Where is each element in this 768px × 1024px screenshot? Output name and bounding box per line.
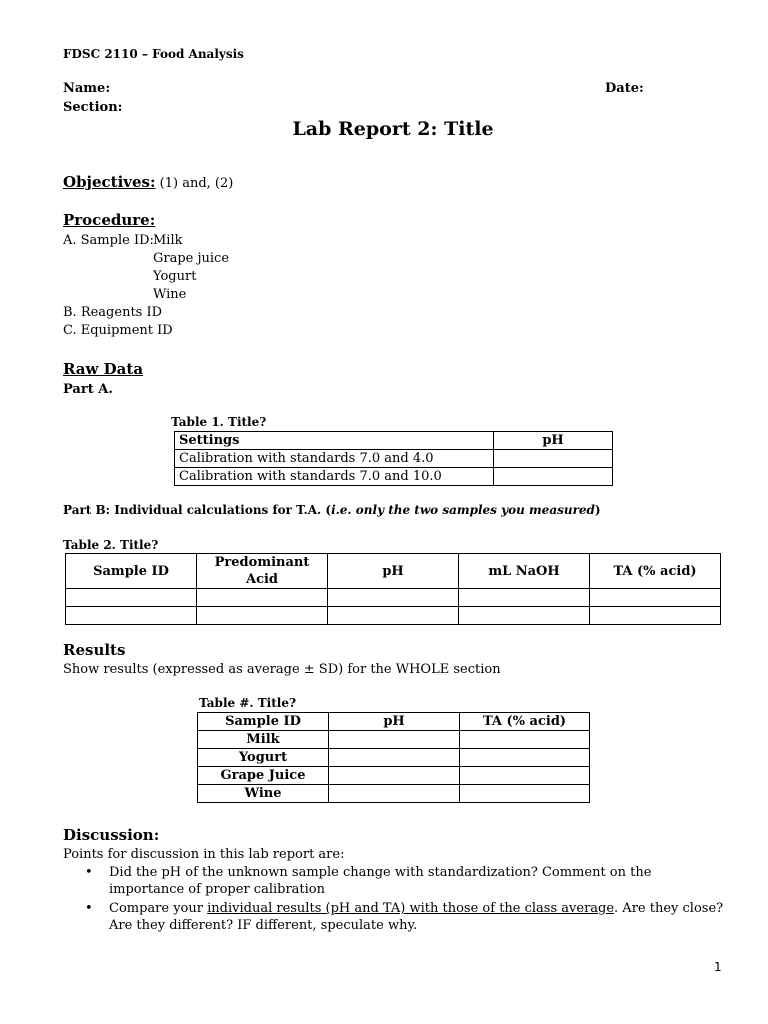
table1 <box>174 431 613 486</box>
course-title: FDSC 2110 – Food Analysis <box>63 47 244 61</box>
table-cell <box>494 450 613 468</box>
table-row <box>66 607 721 625</box>
raw-data-heading: Raw Data <box>63 360 144 378</box>
table-cell <box>197 607 328 625</box>
part-b-label <box>63 503 601 517</box>
table-cell <box>590 589 721 607</box>
table-cell <box>329 767 460 785</box>
objectives-heading: Objectives: <box>63 173 156 191</box>
table-header-cell: mL NaOH <box>459 554 590 589</box>
part-b-suffix: ) <box>594 503 601 517</box>
table-cell <box>66 607 197 625</box>
procedure-heading: Procedure: <box>63 211 156 229</box>
discussion-point-1: Did the pH of the unknown sample change with standardization? Comment on the importance of proper calibration <box>109 865 652 897</box>
table-cell <box>66 589 197 607</box>
table-header-cell: Sample ID <box>66 554 197 589</box>
table-header-cell: TA (% acid) <box>460 713 590 731</box>
table-row <box>198 785 590 803</box>
table-header-cell: Settings <box>175 432 494 450</box>
table-cell <box>197 589 328 607</box>
page-number: 1 <box>714 960 722 974</box>
sample-wine: Wine <box>153 287 187 302</box>
part-b-emphasis: i.e. only the two samples you measured <box>331 503 595 517</box>
table-cell: Calibration with standards 7.0 and 4.0 <box>175 450 494 468</box>
bullet-icon: • <box>85 865 93 880</box>
list-item <box>85 900 725 934</box>
table-cell: Yogurt <box>198 749 329 767</box>
table-cell <box>460 749 590 767</box>
part-b-prefix: Part B: Individual calculations for T.A. ( <box>63 503 332 517</box>
discussion-intro: Points for discussion in this lab report are: <box>63 847 345 862</box>
discussion-heading: Discussion: <box>63 826 160 844</box>
reagents-id: B. Reagents ID <box>63 305 163 320</box>
table-cell: Calibration with standards 7.0 and 10.0 <box>175 468 494 486</box>
table-header-row <box>198 713 590 731</box>
objectives-line <box>63 172 233 191</box>
bullet-icon: • <box>85 901 93 916</box>
sample-yogurt: Yogurt <box>153 269 197 284</box>
table1-caption: Table 1. Title? <box>171 415 267 429</box>
table-cell <box>329 785 460 803</box>
point2-before: Compare your <box>109 901 208 916</box>
table-cell <box>460 785 590 803</box>
table-cell <box>329 749 460 767</box>
table-row <box>175 450 613 468</box>
table-header-cell: pH <box>329 713 460 731</box>
table-cell: Grape Juice <box>198 767 329 785</box>
table-cell <box>328 607 459 625</box>
part-a-label: Part A. <box>63 382 113 397</box>
table2-caption: Table 2. Title? <box>63 538 159 552</box>
table-header-cell: Sample ID <box>198 713 329 731</box>
point2-after: . Are they close? Are they different? IF different, speculate why. <box>109 901 724 933</box>
table-cell <box>459 607 590 625</box>
table-header-cell: pH <box>494 432 613 450</box>
table-cell <box>590 607 721 625</box>
page-title: Lab Report 2: Title <box>292 118 494 140</box>
table-row <box>175 468 613 486</box>
table-cell <box>460 767 590 785</box>
discussion-point-2 <box>109 901 723 933</box>
equipment-id: C. Equipment ID <box>63 323 173 338</box>
table-cell: Wine <box>198 785 329 803</box>
table-header-cell: Predominant Acid <box>197 554 328 589</box>
table-header-cell: pH <box>328 554 459 589</box>
table2 <box>65 553 721 625</box>
results-table-caption: Table #. Title? <box>199 696 296 710</box>
table-row <box>66 589 721 607</box>
results-text: Show results (expressed as average ± SD) for the WHOLE section <box>63 662 501 677</box>
table-row <box>198 731 590 749</box>
sample-milk: Milk <box>153 233 183 248</box>
table-cell <box>459 589 590 607</box>
discussion-points <box>85 864 725 936</box>
table-header-row <box>175 432 613 450</box>
name-label: Name: <box>63 81 111 96</box>
table-cell <box>494 468 613 486</box>
date-label: Date: <box>605 81 644 96</box>
table-header-row <box>66 554 721 589</box>
list-item <box>85 864 725 898</box>
table-cell <box>329 731 460 749</box>
table-header-cell: TA (% acid) <box>590 554 721 589</box>
table-cell <box>460 731 590 749</box>
results-heading: Results <box>63 641 126 659</box>
sample-id-label: A. Sample ID: <box>63 233 154 248</box>
table-cell: Milk <box>198 731 329 749</box>
table-row <box>198 749 590 767</box>
sample-grape-juice: Grape juice <box>153 251 230 266</box>
objectives-text: (1) and, (2) <box>155 176 234 191</box>
point2-underlined: individual results (pH and TA) with those of the class average <box>207 901 615 916</box>
section-label: Section: <box>63 100 123 115</box>
results-table <box>197 712 590 803</box>
table-row <box>198 767 590 785</box>
table-cell <box>328 589 459 607</box>
